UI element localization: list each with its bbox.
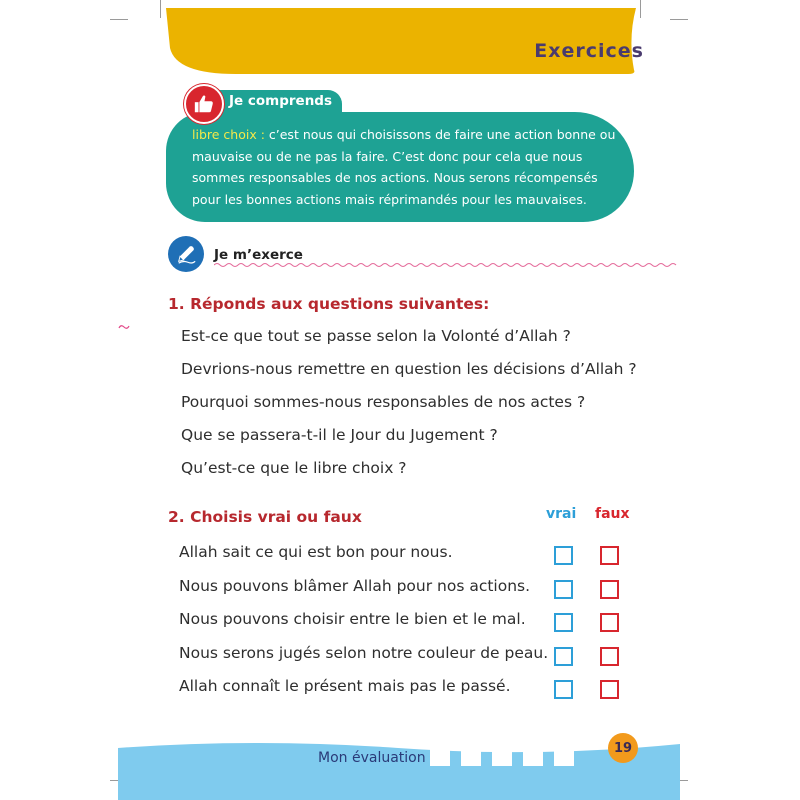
question-item: Pourquoi sommes-nous responsables de nos actes ?	[181, 393, 586, 411]
crop-mark	[110, 19, 128, 20]
true-false-list	[179, 541, 659, 709]
true-false-row	[179, 541, 659, 575]
evaluation-box[interactable]	[461, 748, 481, 766]
faux-checkbox[interactable]	[600, 680, 619, 699]
true-false-row	[179, 575, 659, 609]
margin-squiggle	[118, 323, 130, 331]
vrai-checkbox[interactable]	[554, 580, 573, 599]
definition-term: libre choix :	[192, 127, 265, 142]
column-header-faux: faux	[595, 506, 630, 522]
question-item: Qu’est-ce que le libre choix ?	[181, 459, 407, 477]
statement-text: Nous pouvons blâmer Allah pour nos actions.	[179, 576, 531, 595]
exercise-2-title: 2. Choisis vrai ou faux	[168, 508, 362, 526]
statement-text: Allah connaît le présent mais pas le passé.	[179, 677, 511, 695]
vrai-checkbox[interactable]	[554, 546, 573, 565]
faux-checkbox[interactable]	[600, 613, 619, 632]
question-item: Est-ce que tout se passe selon la Volonté d’Allah ?	[181, 327, 571, 345]
true-false-row	[179, 675, 659, 709]
evaluation-box[interactable]	[430, 748, 450, 766]
footer-band	[118, 736, 680, 800]
question-list	[181, 323, 637, 488]
statement-text: Nous serons jugés selon notre couleur de peau.	[179, 643, 549, 662]
faux-checkbox[interactable]	[600, 647, 619, 666]
question-item: Devrions-nous remettre en question les décisions d’Allah ?	[181, 360, 637, 378]
column-header-vrai: vrai	[546, 506, 577, 522]
evaluation-box[interactable]	[554, 748, 574, 766]
evaluation-box[interactable]	[492, 748, 512, 766]
vrai-checkbox[interactable]	[554, 647, 573, 666]
statement-text: Nous pouvons choisir entre le bien et le mal.	[179, 610, 526, 628]
wavy-underline	[214, 262, 680, 268]
true-false-row	[179, 642, 659, 676]
definition-text	[192, 124, 622, 210]
faux-checkbox[interactable]	[600, 546, 619, 565]
pencil-icon	[168, 236, 204, 272]
statement-text: Allah sait ce qui est bon pour nous.	[179, 543, 453, 561]
true-false-row	[179, 608, 659, 642]
exercise-1-title: 1. Réponds aux questions suivantes:	[168, 295, 490, 313]
evaluation-box[interactable]	[523, 748, 543, 766]
page-title: Exercices	[534, 40, 644, 62]
crop-mark	[670, 19, 688, 20]
section-label-comprends: Je comprends	[229, 93, 333, 109]
vrai-checkbox[interactable]	[554, 613, 573, 632]
vrai-checkbox[interactable]	[554, 680, 573, 699]
definition-body: c’est nous qui choisissons de faire une action bonne ou mauvaise ou de ne pas la faire. C’est donc pour cela que nous sommes responsables de nos actions. Nous serons récompensés pour les bonnes actions mais réprimandés pour les mauvaises.	[192, 127, 616, 207]
question-item: Que se passera-t-il le Jour du Jugement ?	[181, 426, 498, 444]
faux-checkbox[interactable]	[600, 580, 619, 599]
worksheet-page	[130, 0, 670, 800]
evaluation-label: Mon évaluation	[318, 750, 426, 766]
page-number-badge: 19	[608, 733, 638, 763]
section-label-exerce: Je m’exerce	[214, 247, 303, 263]
thumbs-up-icon	[184, 84, 224, 124]
